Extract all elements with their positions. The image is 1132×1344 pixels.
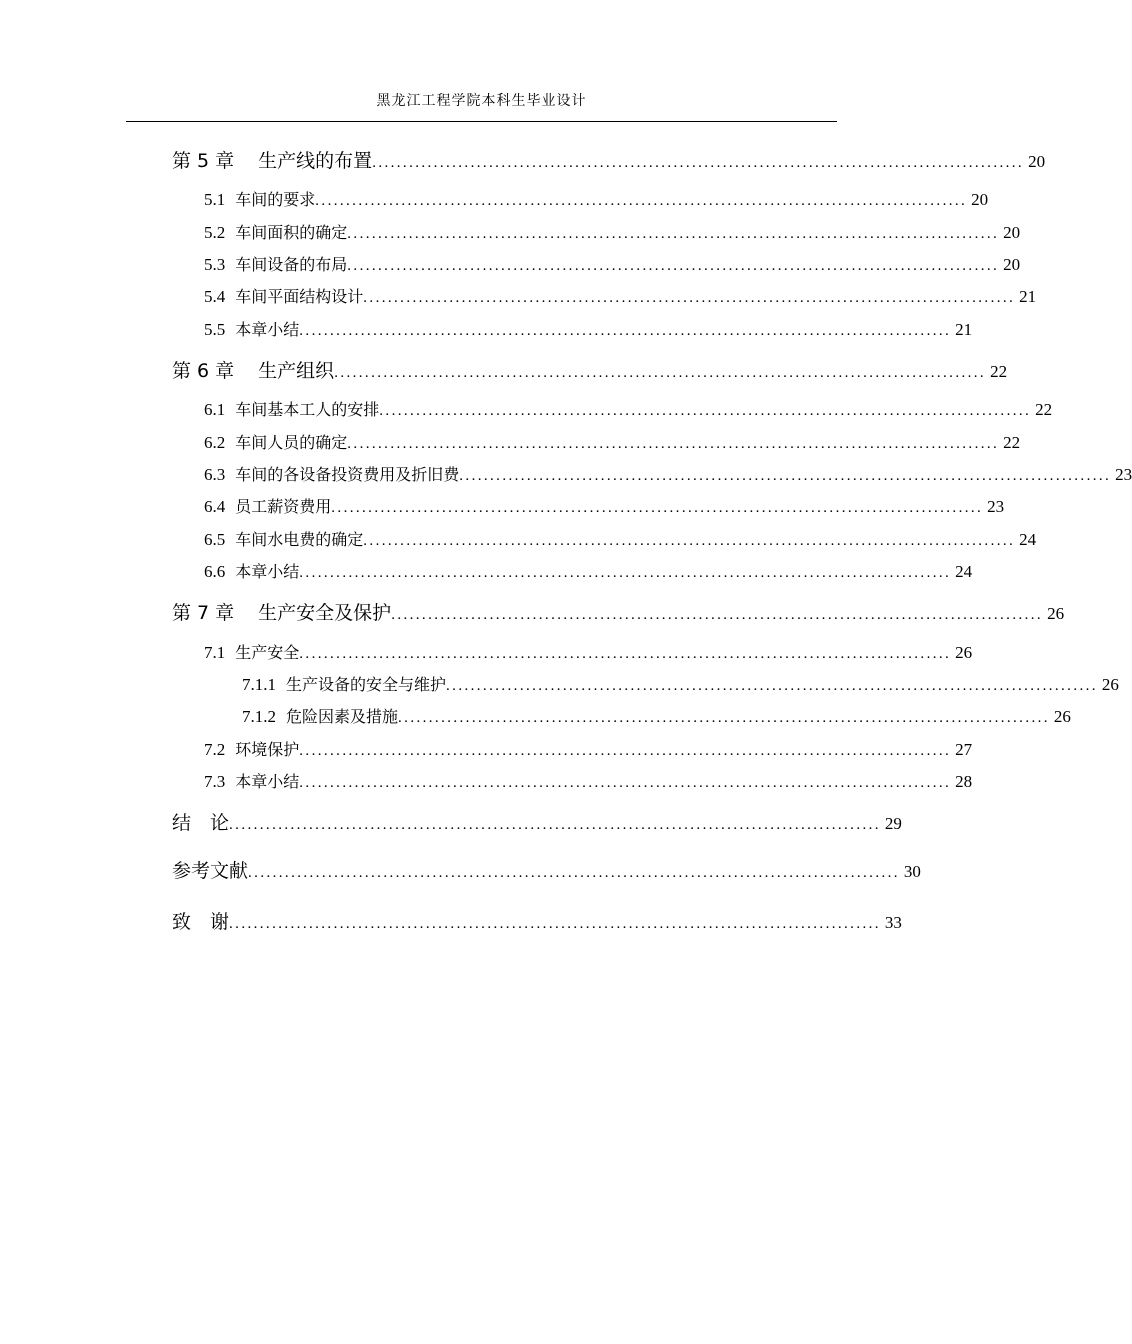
toc-entry-title: 生产安全及保护 bbox=[258, 602, 392, 624]
toc-entry-title: 生产线的布置 bbox=[258, 150, 373, 172]
toc-section-5-2[interactable] bbox=[204, 220, 1021, 243]
toc-section-6-1[interactable] bbox=[204, 397, 1053, 420]
toc-dot-leader: .......................................................................................................... bbox=[347, 436, 1000, 452]
toc-entry-page: 30 bbox=[903, 862, 921, 881]
toc-entry-page: 24 bbox=[955, 562, 973, 581]
toc-entry-title: 本章小结 bbox=[235, 562, 300, 581]
toc-entry-page: 23 bbox=[1115, 465, 1132, 484]
toc-dot-leader: .......................................................................................................... bbox=[248, 865, 900, 881]
toc-entry-page: 22 bbox=[1003, 433, 1021, 452]
toc-entry-page: 20 bbox=[1003, 223, 1021, 242]
toc-entry-title: 结 论 bbox=[172, 812, 230, 834]
toc-dot-leader: .......................................................................................................... bbox=[315, 193, 968, 209]
toc-section-7-1[interactable] bbox=[204, 640, 973, 663]
toc-dot-leader: .......................................................................................................... bbox=[299, 323, 952, 339]
toc-entry-number: 6.4 bbox=[204, 497, 226, 516]
toc-entry-title: 车间平面结构设计 bbox=[235, 287, 364, 306]
toc-conclusion[interactable] bbox=[172, 808, 902, 835]
toc-section-6-3[interactable] bbox=[204, 462, 1132, 485]
toc-entry-page: 26 bbox=[955, 643, 973, 662]
toc-entry-page: 21 bbox=[955, 320, 973, 339]
toc-entry-page: 33 bbox=[884, 913, 902, 932]
toc-entry-number: 7.1 bbox=[204, 643, 226, 662]
toc-entry-title: 环境保护 bbox=[235, 740, 300, 759]
toc-entry-page: 23 bbox=[987, 497, 1005, 516]
toc-dot-leader: .......................................................................................................... bbox=[347, 226, 1000, 242]
toc-dot-leader: .......................................................................................................... bbox=[391, 607, 1044, 623]
toc-subsection-7-1-1[interactable] bbox=[242, 672, 1119, 695]
toc-section-6-6[interactable] bbox=[204, 559, 973, 582]
toc-entry-title: 生产组织 bbox=[258, 360, 335, 382]
toc-dot-leader: .......................................................................................................... bbox=[299, 775, 952, 791]
toc-entry-title: 本章小结 bbox=[235, 772, 300, 791]
toc-chapter-6[interactable] bbox=[172, 356, 1008, 383]
toc-entry-title: 生产设备的安全与维护 bbox=[286, 675, 447, 694]
toc-section-6-5[interactable] bbox=[204, 527, 1037, 550]
toc-chapter-7[interactable] bbox=[172, 598, 1065, 625]
toc-acknowledgements[interactable] bbox=[172, 907, 902, 934]
toc-entry-title: 本章小结 bbox=[235, 320, 300, 339]
toc-dot-leader: .......................................................................................................... bbox=[372, 155, 1025, 171]
toc-entry-page: 26 bbox=[1053, 707, 1071, 726]
toc-entry-page: 22 bbox=[990, 362, 1008, 381]
toc-section-5-1[interactable] bbox=[204, 187, 989, 210]
toc-section-5-5[interactable] bbox=[204, 317, 973, 340]
toc-dot-leader: .......................................................................................................... bbox=[459, 468, 1112, 484]
toc-entry-number: 第 5 章 bbox=[172, 150, 235, 172]
toc-dot-leader: .......................................................................................................... bbox=[299, 565, 952, 581]
toc-dot-leader: .......................................................................................................... bbox=[363, 533, 1016, 549]
toc-entry-number: 第 7 章 bbox=[172, 602, 235, 624]
toc-dot-leader: .......................................................................................................... bbox=[379, 403, 1032, 419]
toc-entry-number: 5.5 bbox=[204, 320, 226, 339]
toc-entry-title: 车间的要求 bbox=[235, 190, 316, 209]
toc-entry-page: 20 bbox=[971, 190, 989, 209]
toc-entry-title: 车间水电费的确定 bbox=[235, 530, 364, 549]
toc-entry-number: 7.1.2 bbox=[242, 707, 276, 726]
toc-dot-leader: .......................................................................................................... bbox=[331, 500, 984, 516]
toc-entry-page: 21 bbox=[1019, 287, 1037, 306]
toc-entry-title: 车间人员的确定 bbox=[235, 433, 348, 452]
toc-entry-title: 车间面积的确定 bbox=[235, 223, 348, 242]
toc-entry-page: 26 bbox=[1101, 675, 1119, 694]
toc-chapter-5[interactable] bbox=[172, 146, 1046, 173]
toc-entry-page: 27 bbox=[955, 740, 973, 759]
toc-entry-page: 26 bbox=[1047, 604, 1065, 623]
toc-entry-page: 22 bbox=[1035, 400, 1053, 419]
toc-entry-number: 6.2 bbox=[204, 433, 226, 452]
toc-entry-number: 第 6 章 bbox=[172, 360, 235, 382]
toc-entry-page: 20 bbox=[1003, 255, 1021, 274]
toc-entry-number: 7.2 bbox=[204, 740, 226, 759]
toc-entry-page: 28 bbox=[955, 772, 973, 791]
toc-subsection-7-1-2[interactable] bbox=[242, 704, 1071, 727]
toc-dot-leader: .......................................................................................................... bbox=[229, 817, 881, 833]
toc-dot-leader: .......................................................................................................... bbox=[299, 646, 952, 662]
toc-entry-title: 危险因素及措施 bbox=[286, 707, 399, 726]
toc-entry-title: 车间基本工人的安排 bbox=[235, 400, 380, 419]
toc-entry-title: 参考文献 bbox=[172, 860, 249, 882]
toc-entry-number: 5.4 bbox=[204, 287, 226, 306]
toc-section-5-3[interactable] bbox=[204, 252, 1021, 275]
header-divider bbox=[126, 121, 837, 122]
toc-dot-leader: .......................................................................................................... bbox=[229, 916, 881, 932]
toc-entry-page: 24 bbox=[1019, 530, 1037, 549]
toc-section-7-2[interactable] bbox=[204, 737, 973, 760]
toc-entry-number: 5.1 bbox=[204, 190, 226, 209]
toc-dot-leader: .......................................................................................................... bbox=[446, 678, 1098, 694]
toc-entry-title: 车间设备的布局 bbox=[235, 255, 348, 274]
toc-dot-leader: .......................................................................................................... bbox=[299, 743, 952, 759]
toc-section-5-4[interactable] bbox=[204, 284, 1037, 307]
toc-dot-leader: .......................................................................................................... bbox=[334, 365, 987, 381]
toc-entry-number: 6.3 bbox=[204, 465, 226, 484]
toc-dot-leader: .......................................................................................................... bbox=[398, 710, 1050, 726]
toc-entry-number: 7.1.1 bbox=[242, 675, 276, 694]
toc-entry-number: 6.6 bbox=[204, 562, 226, 581]
toc-entry-number: 7.3 bbox=[204, 772, 226, 791]
toc-entry-title: 生产安全 bbox=[235, 643, 300, 662]
toc-entry-page: 29 bbox=[884, 814, 902, 833]
page-header-title: 黑龙江工程学院本科生毕业设计 bbox=[376, 93, 587, 109]
toc-entry-title: 员工薪资费用 bbox=[235, 497, 332, 516]
toc-dot-leader: .......................................................................................................... bbox=[347, 258, 1000, 274]
toc-references[interactable] bbox=[172, 856, 921, 883]
toc-section-7-3[interactable] bbox=[204, 769, 973, 792]
toc-entry-number: 5.3 bbox=[204, 255, 226, 274]
toc-entry-number: 6.5 bbox=[204, 530, 226, 549]
toc-entry-number: 5.2 bbox=[204, 223, 226, 242]
toc-dot-leader: .......................................................................................................... bbox=[363, 290, 1016, 306]
toc-entry-number: 6.1 bbox=[204, 400, 226, 419]
toc-entry-page: 20 bbox=[1028, 152, 1046, 171]
toc-section-6-2[interactable] bbox=[204, 430, 1021, 453]
toc-entry-title: 车间的各设备投资费用及折旧费 bbox=[235, 465, 460, 484]
toc-section-6-4[interactable] bbox=[204, 494, 1005, 517]
toc-entry-title: 致 谢 bbox=[172, 911, 230, 933]
